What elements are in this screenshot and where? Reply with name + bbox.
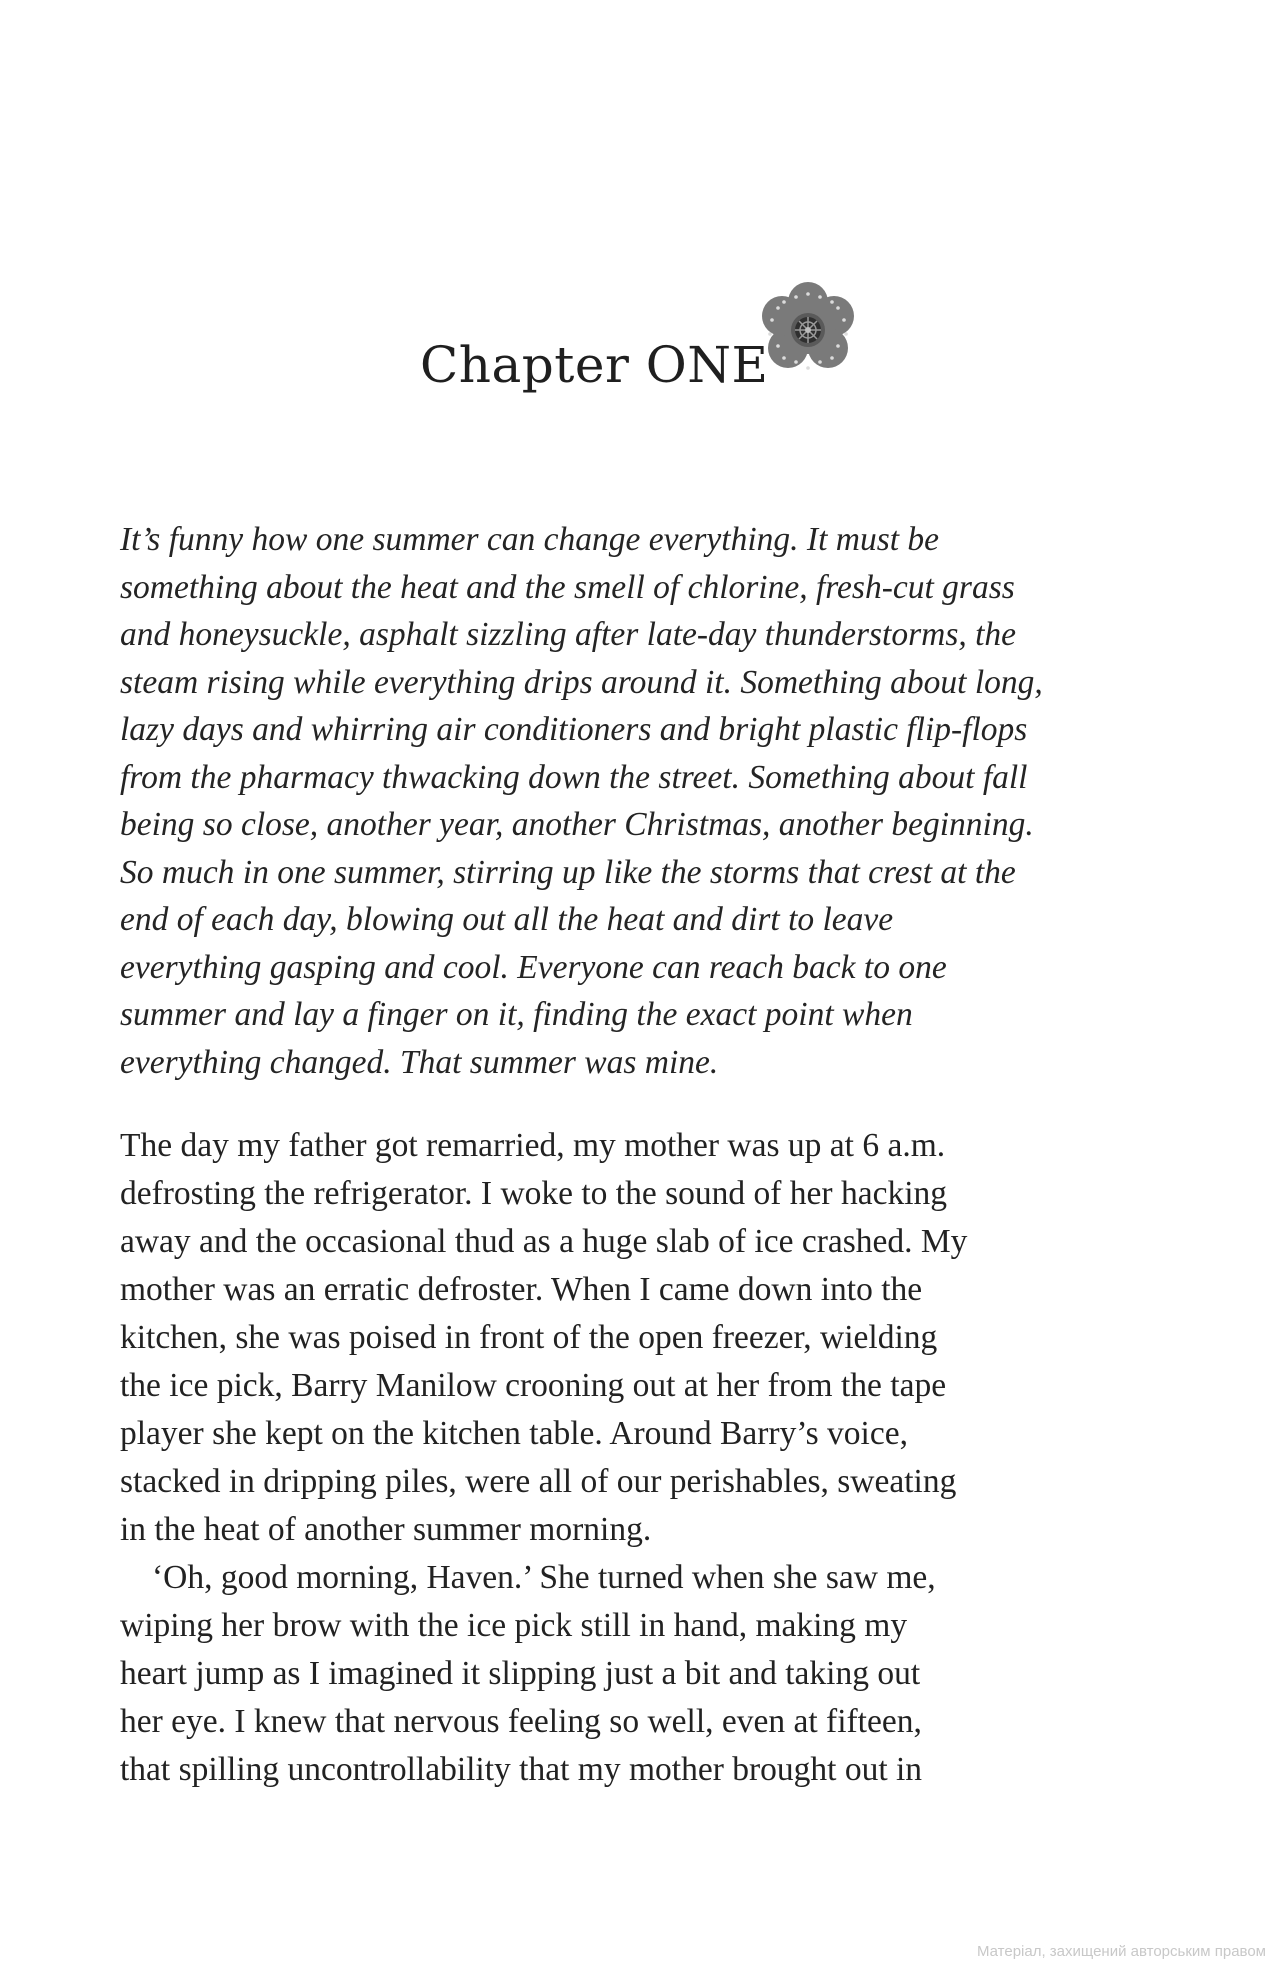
paragraph-line: the ice pick, Barry Manilow crooning out at her from the tape [120, 1367, 947, 1404]
epigraph-line: So much in one summer, stirring up like the storms that crest at the [120, 853, 1016, 891]
paragraph-2 [120, 1554, 1160, 1794]
epigraph-line: everything changed. That summer was mine. [120, 1043, 719, 1081]
epigraph [120, 516, 1160, 1086]
epigraph-line: lazy days and whirring air conditioners and bright plastic flip-flops [120, 711, 1028, 748]
body-text [120, 1122, 1160, 1794]
copyright-watermark: Матеріал, захищений авторським правом [976, 1943, 1266, 1960]
epigraph-line: and honeysuckle, asphalt sizzling after late-day thunderstorms, the [120, 616, 1017, 653]
paragraph-line: her eye. I knew that nervous feeling so well, even at fifteen, [120, 1703, 922, 1740]
paragraph-1 [120, 1122, 1160, 1554]
paragraph-line: The day my father got remarried, my mother was up at 6 a.m. [120, 1127, 946, 1164]
epigraph-line: steam rising while everything drips around it. Something about long, [120, 663, 1043, 701]
chapter-title: Chapter ONE [420, 336, 769, 394]
paragraph-line: player she kept on the kitchen table. Around Barry’s voice, [120, 1415, 908, 1452]
epigraph-line: It’s funny how one summer can change everything. It must be [120, 521, 940, 558]
epigraph-line: everything gasping and cool. Everyone can reach back to one [120, 948, 947, 986]
paragraph-line: stacked in dripping piles, were all of our perishables, sweating [120, 1463, 957, 1500]
epigraph-line: something about the heat and the smell of chlorine, fresh-cut grass [120, 568, 1015, 606]
flower-icon [758, 280, 858, 380]
paragraph-line: defrosting the refrigerator. I woke to the sound of her hacking [120, 1175, 947, 1212]
paragraph-line: mother was an erratic defroster. When I came down into the [120, 1271, 923, 1308]
epigraph-line: being so close, another year, another Christmas, another beginning. [120, 806, 1034, 843]
paragraph-line: ‘Oh, good morning, Haven.’ She turned when she saw me, [152, 1559, 936, 1596]
chapter-heading [420, 336, 769, 394]
paragraph-line: in the heat of another summer morning. [120, 1511, 652, 1548]
paragraph-line: kitchen, she was poised in front of the open freezer, wielding [120, 1319, 938, 1356]
paragraph-line: wiping her brow with the ice pick still in hand, making my [120, 1607, 908, 1644]
paragraph-line: away and the occasional thud as a huge slab of ice crashed. My [120, 1223, 968, 1260]
epigraph-line: summer and lay a finger on it, finding the exact point when [120, 996, 913, 1033]
paragraph-line: heart jump as I imagined it slipping just a bit and taking out [120, 1655, 921, 1692]
epigraph-line: from the pharmacy thwacking down the street. Something about fall [120, 758, 1028, 796]
epigraph-line: end of each day, blowing out all the heat and dirt to leave [120, 901, 894, 938]
paragraph-line: that spilling uncontrollability that my mother brought out in [120, 1751, 923, 1788]
